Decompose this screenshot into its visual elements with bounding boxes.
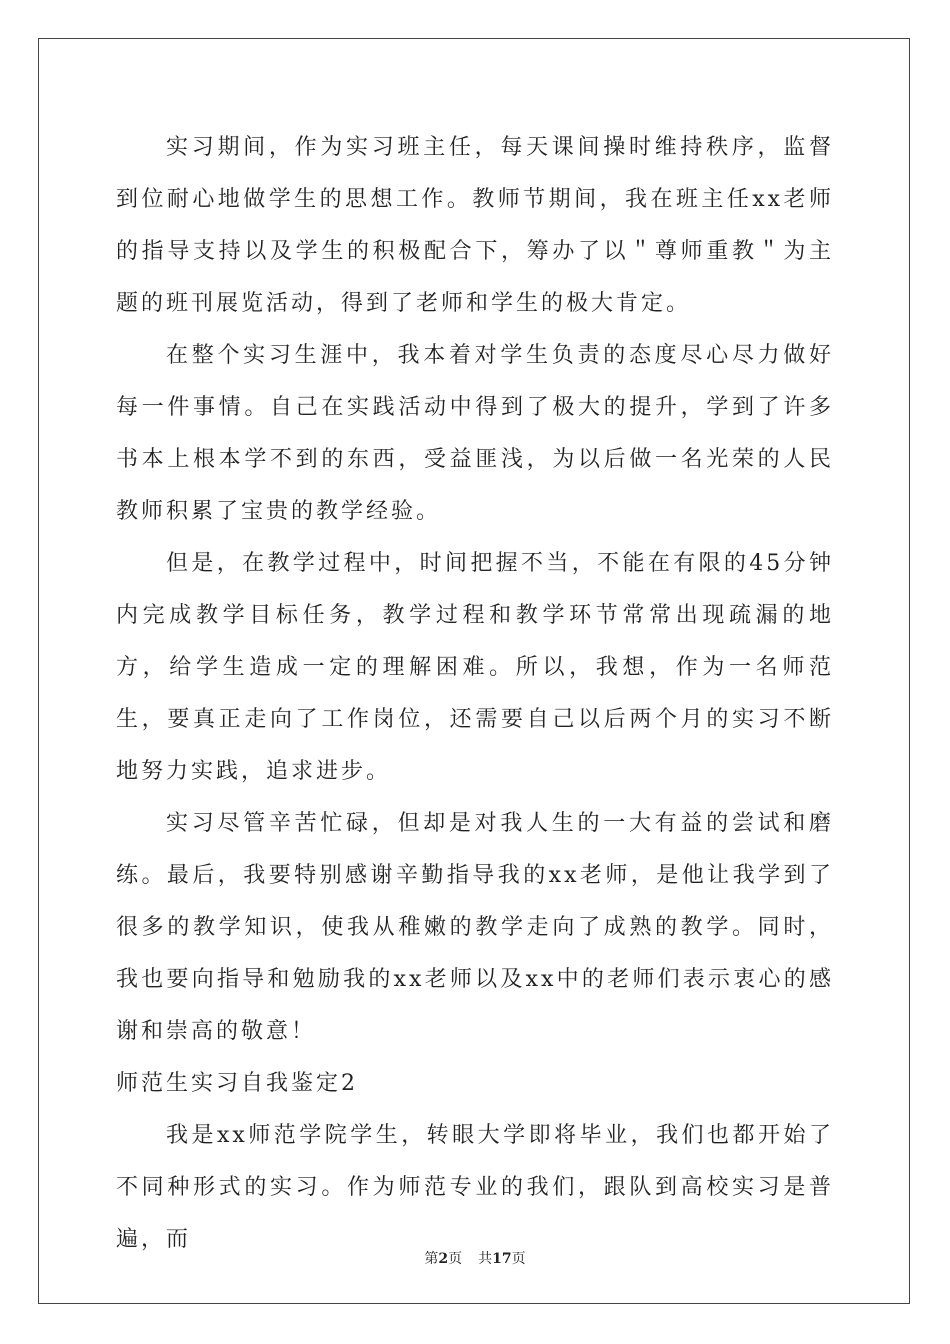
paragraph-3: 但是，在教学过程中，时间把握不当，不能在有限的45分钟内完成教学目标任务，教学过程和教学环节常常出现疏漏的地方，给学生造成一定的理解困难。所以，我想，作为一名师范生，要真正走向了工作岗位，还需要自己以后两个月的实习不断地努力实践，追求进步。 (116, 551, 834, 784)
footer-page-number: 2 (438, 1251, 449, 1267)
footer-page-prefix: 第 (424, 1251, 439, 1267)
paragraph-4: 实习尽管辛苦忙碌，但却是对我人生的一大有益的尝试和磨练。最后，我要特别感谢辛勤指导我的xx老师，是他让我学到了很多的教学知识，使我从稚嫩的教学走向了成熟的教学。同时，我也要向指导和勉励我的xx老师以及xx中的老师们表示衷心的感谢和崇高的敬意！ (116, 811, 834, 1044)
footer-total-suffix: 页 (511, 1251, 526, 1267)
page-footer (0, 1248, 950, 1268)
section-paragraph-1: 我是xx师范学院学生，转眼大学即将毕业，我们也都开始了不同种形式的实习。作为师范专业的我们，跟队到高校实习是普遍，而 (116, 1123, 834, 1252)
footer-page-suffix: 页 (448, 1251, 463, 1267)
section-heading: 师范生实习自我鉴定2 (116, 1071, 358, 1096)
footer-total-prefix: 共 (478, 1251, 493, 1267)
footer-total-number: 17 (492, 1251, 512, 1267)
paragraph-1: 实习期间，作为实习班主任，每天课间操时维持秩序，监督到位耐心地做学生的思想工作。教师节期间，我在班主任xx老师的指导支持以及学生的积极配合下，筹办了以＂尊师重教＂为主题的班刊展览活动，得到了老师和学生的极大肯定。 (116, 135, 834, 316)
document-body (116, 122, 834, 1266)
paragraph-2: 在整个实习生涯中，我本着对学生负责的态度尽心尽力做好每一件事情。自己在实践活动中得到了极大的提升，学到了许多书本上根本学不到的东西，受益匪浅，为以后做一名光荣的人民教师积累了宝贵的教学经验。 (116, 343, 834, 524)
